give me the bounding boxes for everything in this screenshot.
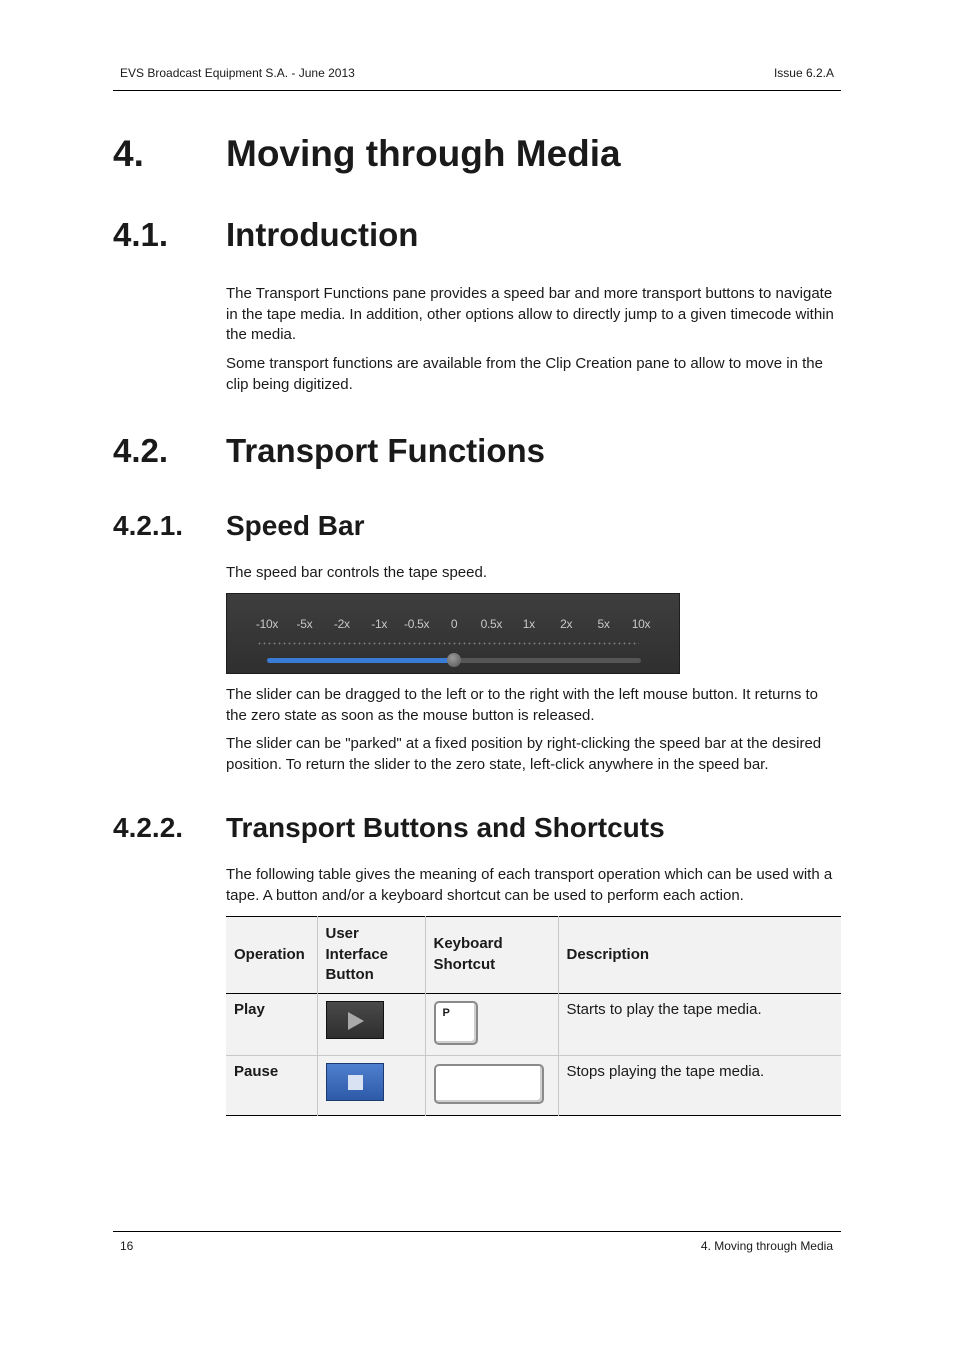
ui-button-cell — [317, 993, 425, 1055]
speed-label: -0.5x — [404, 617, 430, 631]
transport-title: Transport Functions — [226, 432, 546, 469]
intro-paragraph-2: Some transport functions are available from the Clip Creation pane to allow to move in the clip being digitized. — [226, 355, 823, 393]
stop-button-icon[interactable] — [326, 1063, 384, 1101]
header-right: Issue 6.2.A — [773, 66, 834, 80]
header-left: EVS Broadcast Equipment S.A. - June 2013 — [120, 66, 355, 80]
header-rule — [113, 90, 841, 91]
table-header-row — [226, 917, 841, 994]
footer-chapter: 4. Moving through Media — [700, 1239, 833, 1253]
transport-table — [226, 916, 841, 1116]
buttons-number: 4.2.2. — [113, 812, 184, 843]
speedbar-paragraph-2: The slider can be dragged to the left or to the right with the left mouse button. It returns to the zero state as soon as the mouse button is released. — [226, 686, 819, 724]
speed-slider-handle[interactable] — [447, 653, 461, 667]
key-label: P — [442, 1006, 450, 1019]
table-row — [226, 1055, 841, 1115]
speed-label: 2x — [560, 617, 573, 631]
operation-cell: Pause — [226, 1055, 317, 1115]
speedbar-title: Speed Bar — [226, 510, 365, 541]
speed-bar-fill — [267, 658, 454, 663]
speedbar-paragraph-1: The speed bar controls the tape speed. — [226, 564, 488, 581]
shortcut-cell — [425, 993, 558, 1055]
intro-title: Introduction — [226, 216, 419, 253]
buttons-paragraph-1: The following table gives the meaning of each transport operation which can be used with a tape. A button and/or a keyboard shortcut can be used to perform each action. — [226, 866, 833, 904]
shortcut-cell — [425, 1055, 558, 1115]
speed-label: -5x — [296, 617, 313, 631]
speed-bar-tick-dots — [257, 641, 639, 646]
table-header-cell — [317, 917, 425, 994]
speed-label: -2x — [333, 617, 350, 631]
transport-number: 4.2. — [113, 432, 169, 469]
buttons-title: Transport Buttons and Shortcuts — [226, 812, 665, 843]
speed-bar[interactable] — [226, 593, 680, 674]
speed-label: 0.5x — [480, 617, 503, 631]
speedbar-number: 4.2.1. — [113, 510, 184, 541]
intro-paragraph-1: The Transport Functions pane provides a speed bar and more transport buttons to navigate in the tape media. In addition, other options allow to directly jump to a given timecode within the media. — [226, 285, 834, 343]
table-header-text: User Interface Button — [325, 925, 389, 983]
speed-label: -10x — [255, 617, 279, 631]
speed-label: 5x — [597, 617, 610, 631]
speed-label: 1x — [522, 617, 535, 631]
p-key-icon — [434, 1001, 478, 1045]
page-number: 16 — [120, 1239, 134, 1253]
table-row — [226, 993, 841, 1055]
speed-label: 0 — [450, 617, 458, 631]
description-cell: Starts to play the tape media. — [558, 993, 841, 1055]
operation-cell: Play — [226, 993, 317, 1055]
speed-label: 10x — [631, 617, 651, 631]
table-header-cell — [425, 917, 558, 994]
intro-number: 4.1. — [113, 216, 169, 253]
description-cell: Stops playing the tape media. — [558, 1055, 841, 1115]
spacebar-key-icon — [434, 1064, 544, 1104]
table-header-cell: Operation — [226, 917, 317, 994]
chapter-title: Moving through Media — [226, 133, 621, 174]
chapter-number: 4. — [113, 133, 144, 174]
speed-label: -1x — [371, 617, 388, 631]
table-header-cell: Description — [558, 917, 841, 994]
footer-rule — [113, 1231, 841, 1232]
play-button-icon[interactable] — [326, 1001, 384, 1039]
ui-button-cell — [317, 1055, 425, 1115]
table-header-text: Keyboard Shortcut — [433, 935, 503, 973]
speedbar-paragraph-3: The slider can be "parked" at a fixed position by right-clicking the speed bar at the desired position. To return the slider to the zero state, left-click anywhere in the speed bar. — [226, 735, 822, 773]
